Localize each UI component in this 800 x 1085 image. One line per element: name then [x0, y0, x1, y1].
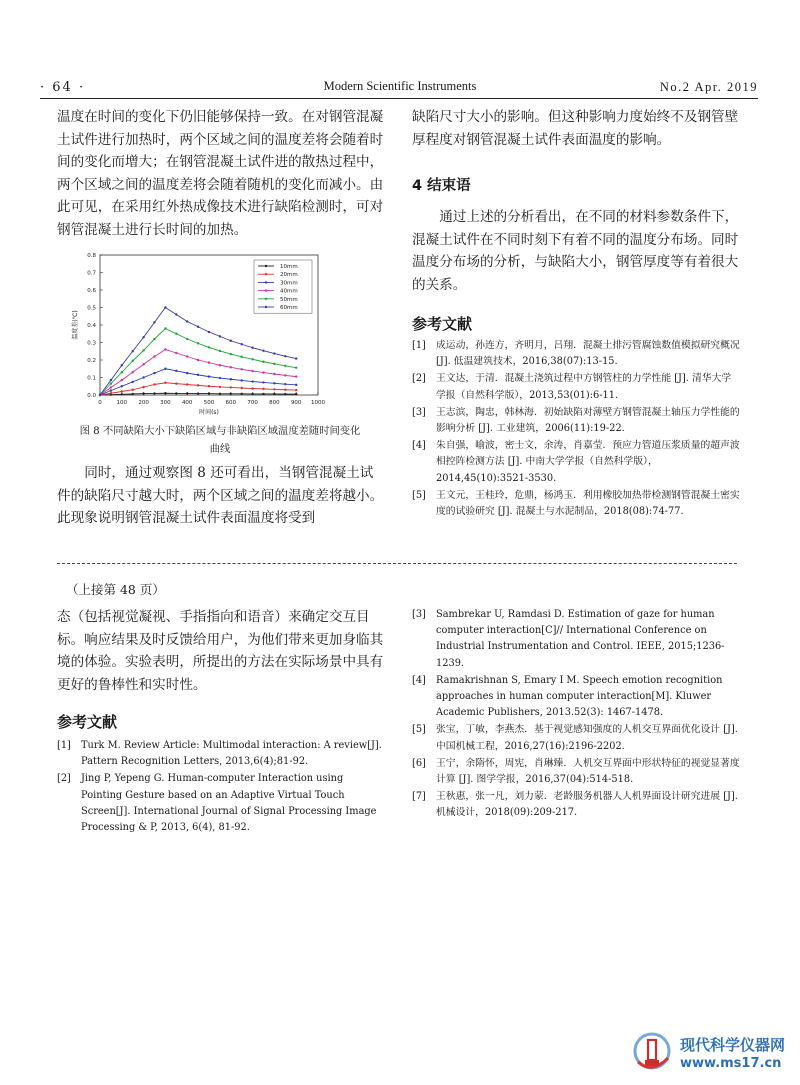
data-point: [251, 358, 253, 360]
references-list: [57, 738, 385, 837]
data-point: [164, 348, 166, 350]
watermark-logo: [628, 1030, 788, 1080]
data-point: [175, 382, 177, 384]
y-tick-label: 0.0: [87, 393, 96, 399]
references-heading: 参考文献: [412, 315, 473, 333]
data-point: [262, 371, 264, 373]
data-point: [142, 336, 144, 338]
x-tick-label: 1000: [311, 400, 325, 406]
series-line-40mm: [100, 350, 296, 396]
data-point: [273, 393, 275, 395]
data-point: [142, 376, 144, 378]
y-tick-label: 0.6: [87, 288, 96, 294]
data-point: [197, 392, 199, 394]
legend-label: 50mm: [280, 296, 298, 303]
data-point: [121, 390, 123, 392]
data-point: [208, 385, 210, 387]
data-point: [241, 343, 243, 345]
x-axis-label: 时间(s): [199, 409, 219, 416]
data-point: [208, 361, 210, 363]
data-point: [121, 393, 123, 395]
data-point: [241, 387, 243, 389]
data-point: [284, 389, 286, 391]
reference-item: [57, 771, 385, 836]
data-point: [284, 393, 286, 395]
data-point: [164, 382, 166, 384]
data-point: [132, 381, 134, 383]
data-point: [230, 353, 232, 355]
chart-series: [99, 306, 298, 396]
data-point: [251, 387, 253, 389]
data-point: [110, 386, 112, 388]
x-tick-label: 300: [160, 400, 171, 406]
data-point: [132, 371, 134, 373]
legend-marker: [265, 281, 267, 283]
data-point: [153, 338, 155, 340]
legend-marker: [265, 306, 267, 308]
data-point: [110, 379, 112, 381]
reference-number: [2]: [412, 373, 426, 385]
x-tick-label: 500: [203, 400, 215, 406]
data-point: [197, 326, 199, 328]
legend-label: 60mm: [280, 305, 298, 311]
reference-item: [412, 488, 740, 520]
x-tick-label: 600: [225, 400, 237, 406]
reference-number: [5]: [412, 489, 426, 501]
reference-text: Ramakrishnan S, Emary I M. Speech emotion recognition approaches in human computer interaction[M]. Kluwer Academic Publishers, 2013.52(3): 1467-1478.: [436, 674, 723, 719]
data-point: [219, 377, 221, 379]
data-point: [273, 388, 275, 390]
reference-item: [412, 607, 740, 672]
y-tick-label: 0.4: [87, 323, 96, 329]
data-point: [219, 364, 221, 366]
reference-text: 成运动，孙连方，齐明月，吕翔．混凝土排污管腐蚀数值模拟研究概况 [J]. 低温建筑技术，2016,38(07):13-15.: [436, 340, 740, 368]
data-point: [219, 335, 221, 337]
reference-number: [3]: [412, 609, 426, 620]
data-point: [164, 368, 166, 370]
data-point: [295, 367, 297, 369]
data-point: [219, 350, 221, 352]
data-point: [295, 393, 297, 395]
reference-item: [412, 438, 740, 487]
reference-number: [1]: [412, 340, 426, 351]
page-number: · 64 ·: [40, 80, 86, 95]
data-point: [251, 380, 253, 382]
data-point: [241, 393, 243, 395]
reference-text: 王文元，王桂玲，危鼎，杨鸿玉．利用橡胶加热带检测钢管混凝土密实度的试验研究 [J]. 混凝土与水泥制品，2018(08):74-77.: [436, 489, 740, 518]
legend-label: 30mm: [280, 280, 298, 287]
data-point: [251, 370, 253, 372]
reference-number: [2]: [57, 773, 71, 785]
data-point: [153, 392, 155, 394]
figure-caption-line1: 图 8 不同缺陷大小下缺陷区域与非缺陷区域温度差随时间变化: [79, 425, 361, 437]
data-point: [295, 384, 297, 386]
data-point: [132, 389, 134, 391]
reference-text: 王秋惠，张一凡，刘力蒙．老龄服务机器人人机界面设计研究进展 [J]. 机械设计，2018(09):209-217.: [436, 791, 738, 819]
data-point: [142, 349, 144, 351]
data-point: [208, 346, 210, 348]
legend-label: 40mm: [280, 288, 298, 295]
data-point: [186, 338, 188, 340]
data-point: [186, 320, 188, 322]
data-point: [262, 350, 264, 352]
data-point: [164, 306, 166, 308]
reference-text: 张宝，丁敏，李燕杰．基于视觉感知强度的人机交互界面优化设计 [J]. 中国机械工程，2016,27(16):2196-2202.: [436, 724, 738, 752]
data-point: [230, 366, 232, 368]
y-axis-label: 温度差(℃): [72, 310, 79, 340]
reference-text: 王文达，于清．混凝土浇筑过程中方钢管柱的力学性能 [J]. 清华大学学报（自然科学版），2013,53(01):6-11.: [436, 373, 732, 401]
data-point: [262, 381, 264, 383]
figure-8: [66, 247, 346, 419]
reference-text: 王宁，余隋怀，周宪，肖琳臻．人机交互界面中形状特征的视觉显著度计算 [J]. 图学学报，2016,37(04):514-518.: [436, 757, 740, 786]
data-point: [273, 373, 275, 375]
reference-item: [57, 738, 385, 770]
x-tick-label: 100: [116, 400, 128, 406]
reference-number: [3]: [412, 406, 426, 418]
data-point: [153, 372, 155, 374]
legend-marker: [265, 273, 267, 275]
body-paragraph: 温度在时间的变化下仍旧能够保持一致。在对钢管混凝土试件进行加热时，两个区域之间的温度差将会随着时间的变化而增大；在钢管混凝土试件进的散热过程中，两个区域之间的温度差将会随着随机的变化而减小。由此可见，在采用红外热成像技术进行缺陷检测时，可对钢管混凝土进行长时间的加热。: [57, 109, 384, 238]
data-point: [284, 365, 286, 367]
data-point: [197, 342, 199, 344]
data-point: [142, 386, 144, 388]
data-point: [121, 371, 123, 373]
reference-text: Sambrekar U, Ramdasi D. Estimation of gaze for human computer interaction[C]// International Conference on Industrial Instrumentation and Control. IEEE, 2015;1236-1239.: [436, 609, 725, 669]
data-point: [208, 392, 210, 394]
data-point: [230, 378, 232, 380]
data-point: [142, 363, 144, 365]
data-point: [219, 386, 221, 388]
reference-number: [5]: [412, 724, 426, 736]
y-tick-label: 0.1: [87, 375, 96, 382]
reference-item: [412, 405, 740, 437]
data-point: [273, 352, 275, 354]
header-rule: [40, 98, 758, 99]
data-point: [219, 393, 221, 395]
data-point: [175, 370, 177, 372]
data-point: [132, 360, 134, 362]
data-point: [132, 350, 134, 352]
data-point: [262, 388, 264, 390]
legend-marker: [265, 289, 267, 291]
legend-marker: [265, 298, 267, 300]
reference-item: [412, 756, 740, 788]
data-point: [284, 374, 286, 376]
data-point: [251, 347, 253, 349]
data-point: [153, 355, 155, 357]
reference-number: [6]: [412, 757, 426, 769]
reference-text: 朱自强，喻波，密士文，余涛，肖嘉莹．预应力管道压浆质量的超声波相控阵检测方法 [J]. 中南大学学报（自然科学版），2014,45(10):3521-3530.: [436, 440, 740, 484]
y-tick-label: 0.2: [87, 358, 96, 364]
data-point: [110, 382, 112, 384]
data-point: [197, 384, 199, 386]
series-line-60mm: [100, 308, 296, 396]
y-tick-label: 0.5: [87, 305, 96, 312]
x-tick-label: 400: [181, 400, 193, 406]
data-point: [295, 357, 297, 359]
body-paragraph: 缺陷尺寸大小的影响。但这种影响力度始终不及钢管壁厚程度对钢管混凝土试件表面温度的影响。: [412, 109, 739, 148]
section-divider: [57, 563, 737, 564]
x-tick-label: 700: [247, 400, 258, 406]
data-point: [121, 385, 123, 387]
reference-item: [412, 722, 740, 754]
reference-item: [412, 673, 740, 722]
x-tick-label: 800: [269, 400, 280, 406]
figure-caption: [30, 422, 410, 458]
data-point: [241, 379, 243, 381]
data-point: [164, 327, 166, 329]
x-tick-label: 200: [138, 400, 149, 406]
reference-text: Jing P, Yepeng G. Human-computer Interaction using Pointing Gesture based on an Adaptive Virtual Touch Screen[J]. International Journal of Signal Processing Image Processing & P, 2013, 6(4), 81-92.: [81, 773, 377, 834]
data-point: [153, 383, 155, 385]
data-point: [121, 364, 123, 366]
data-point: [142, 392, 144, 394]
data-point: [186, 383, 188, 385]
reference-item: [412, 338, 740, 370]
data-point: [175, 352, 177, 354]
data-point: [273, 363, 275, 365]
data-point: [175, 392, 177, 394]
data-point: [186, 372, 188, 374]
references-list: [412, 338, 740, 521]
data-point: [208, 331, 210, 333]
data-point: [132, 393, 134, 395]
continued-note: （上接第 48 页）: [66, 582, 165, 597]
data-point: [251, 393, 253, 395]
y-tick-label: 0.3: [87, 340, 96, 347]
reference-number: [7]: [412, 791, 426, 803]
data-point: [284, 383, 286, 385]
data-point: [230, 386, 232, 388]
watermark-url: www.ms17.cn: [680, 1056, 782, 1071]
data-point: [262, 393, 264, 395]
body-paragraph: 同时，通过观察图 8 还可看出，当钢管混凝土试件的缺陷尺寸越大时，两个区域之间的温度差将越小。此现象说明钢管混凝土试件表面温度将受到: [57, 465, 384, 526]
section-heading: 4 结束语: [412, 178, 471, 194]
reference-text: 王志滨，陶忠，韩林海．初始缺陷对薄壁方钢管混凝土轴压力学性能的影响分析 [J]. 工业建筑，2006(11):19-22.: [436, 406, 740, 435]
body-paragraph: 通过上述的分析看出，在不同的材料参数条件下，混凝土试件在不同时刻下有着不同的温度分布场。同时温度分布场的分析，与缺陷大小，钢管厚度等有着很大的关系。: [412, 209, 739, 293]
data-point: [230, 393, 232, 395]
data-point: [110, 389, 112, 391]
logo-mark-icon: [628, 1030, 676, 1076]
journal-title: Modern Scientific Instruments: [323, 79, 477, 93]
data-point: [295, 375, 297, 377]
watermark-name: 现代科学仪器网: [680, 1036, 786, 1054]
references-list: [412, 607, 740, 823]
data-point: [110, 392, 112, 394]
data-point: [241, 368, 243, 370]
data-point: [186, 392, 188, 394]
reference-item: [412, 789, 740, 821]
data-point: [241, 356, 243, 358]
body-paragraph: 态（包括视觉凝视、手指指向和语音）来确定交互目标。响应结果及时反馈给用户，为他们带来更加身临其境的体验。实验表明，所提出的方法在实际场景中具有更好的鲁棒性和实时性。: [57, 609, 384, 693]
data-point: [164, 392, 166, 394]
legend-label: 10mm: [280, 264, 298, 270]
data-point: [99, 394, 101, 396]
data-point: [295, 389, 297, 391]
reference-number: [4]: [412, 674, 426, 686]
issue-date: No.2 Apr. 2019: [659, 80, 758, 94]
legend-marker: [265, 265, 267, 267]
data-point: [121, 379, 123, 381]
data-point: [273, 382, 275, 384]
data-point: [262, 361, 264, 363]
data-point: [197, 374, 199, 376]
data-point: [197, 359, 199, 361]
chart-legend: [254, 260, 312, 313]
data-point: [175, 313, 177, 315]
reference-item: [412, 371, 740, 403]
y-tick-label: 0.8: [87, 253, 96, 259]
data-point: [208, 375, 210, 377]
data-point: [230, 340, 232, 342]
x-tick-label: 0: [98, 400, 102, 406]
line-chart: [66, 247, 346, 419]
y-tick-label: 0.7: [87, 270, 96, 277]
figure-caption-line2: 曲线: [209, 443, 231, 455]
references-heading: 参考文献: [57, 713, 118, 731]
data-point: [284, 355, 286, 357]
reference-number: [4]: [412, 440, 426, 452]
data-point: [153, 321, 155, 323]
legend-label: 20mm: [280, 272, 298, 279]
data-point: [186, 355, 188, 357]
x-tick-label: 900: [290, 400, 302, 406]
reference-number: [1]: [57, 740, 71, 751]
data-point: [175, 333, 177, 335]
reference-text: Turk M. Review Article: Multimodal interaction: A review[J]. Pattern Recognition Letters, 2013,6(4);81-92.: [81, 740, 382, 768]
